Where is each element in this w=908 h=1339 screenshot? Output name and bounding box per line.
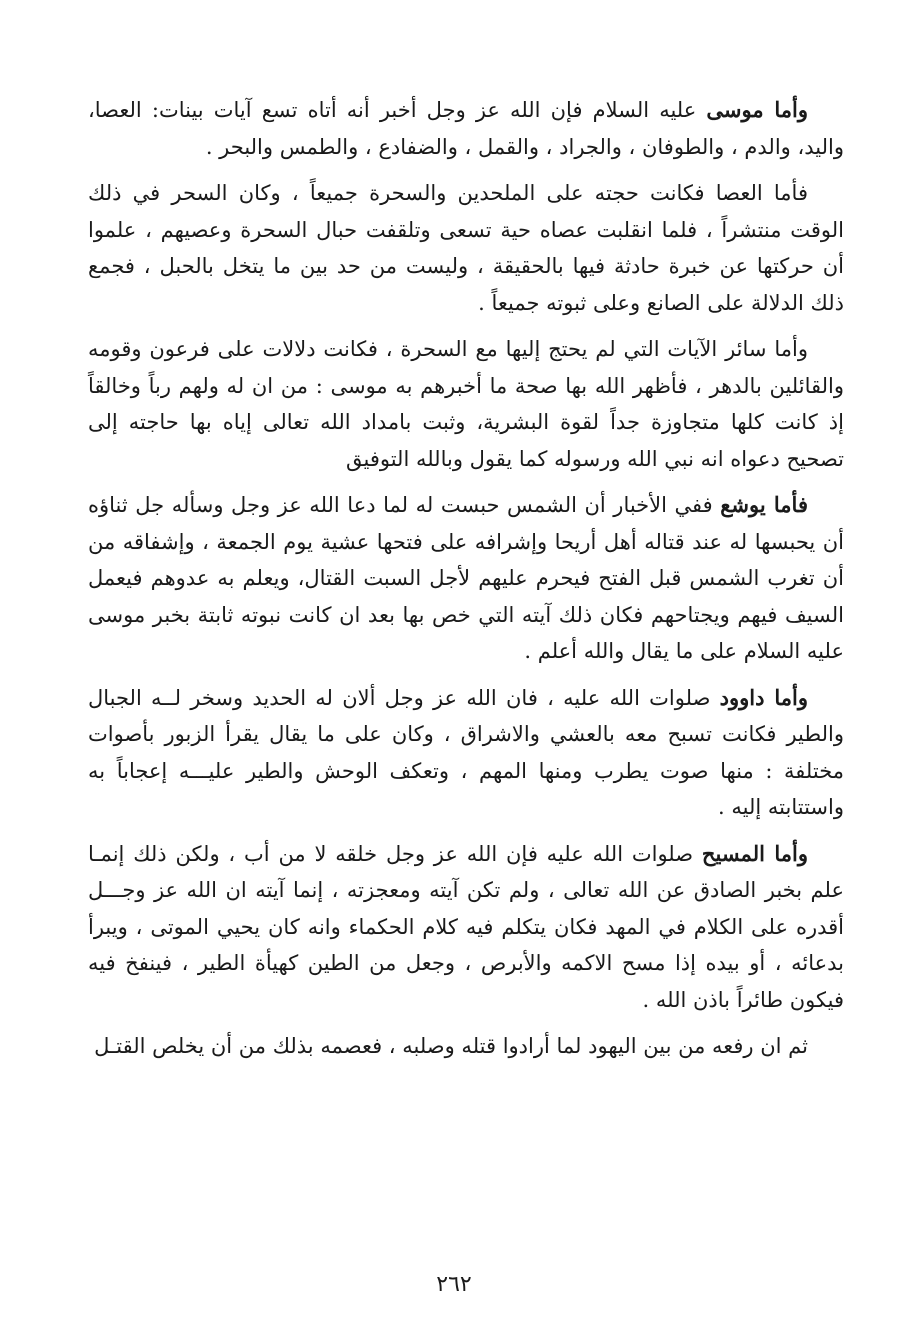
- paragraph-lead: وأما داوود: [719, 684, 808, 710]
- paragraph-text: فأما العصا فكانت حجته على الملحدين والسحرة جميعاً ، وكان السحر في ذلك الوقت منتشراً ، فلما انقلبت عصاه حية تسعى وتلقفت حبال السحرة وعصيهم ، علموا أن حركتها عن خبرة حادثة فيها بالحقيقة ، وليست من حد بين ما يتخل بالحبل ، فجمع ذلك الدلالة على الصانع وعلى ثبوته جميعاً .: [88, 181, 844, 315]
- paragraph-lead: فأما يوشع: [720, 492, 808, 517]
- paragraph-other-signs: [88, 331, 844, 477]
- paragraph-masih: [88, 836, 844, 1019]
- paragraph-lead: وأما المسيح: [701, 840, 809, 866]
- paragraph-musa: [88, 92, 844, 165]
- paragraph-ascension: [88, 1028, 844, 1065]
- paragraph-text: صلوات الله عليه ، فان الله عز وجل ألان له الحديد وسخر لــه الجبال والطير فكانت تسبح معه بالعشي والاشراق ، وكان على ما يقال يقرأ الزبور بأصوات مختلفة : منها صوت يطرب ومنها المهم ، وتعكف الوحش والطير عليـــه إعجاباً به واستتابته إليه .: [88, 685, 844, 819]
- paragraph-dawud: [88, 680, 844, 826]
- paragraph-asa: [88, 175, 844, 321]
- paragraph-lead: وأما موسى: [706, 97, 808, 122]
- paragraph-text: صلوات الله عليه فإن الله عز وجل خلقه لا من أب ، ولكن ذلك إنمـا علم بخبر الصادق عن الله تعالى ، ولم تكن آيته ومعجزته ، إنما آيته ان الله عز وجـــل أقدره على الكلام في المهد فكان يتكلم فيه كلام الحكماء وانه كان يحيي الموتى ، ويبرأ بدعائه ، أو بيده إذا مسح الاكمه والأبرص ، وجعل من الطين كهيأة الطير ، فينفخ فيه فيكون طائراً باذن الله .: [88, 841, 844, 1012]
- paragraph-text: ثم ان رفعه من بين اليهود لما أرادوا قتله وصلبه ، فعصمه بذلك من أن يخلص القتـل: [94, 1034, 808, 1058]
- page-number: ٢٦٢: [436, 1272, 472, 1297]
- paragraph-text: وأما سائر الآيات التي لم يحتج إليها مع السحرة ، فكانت دلالات على فرعون وقومه والقائلين بالدهر ، فأظهر الله بها صحة ما أخبرهم به موسى : من ان له ولهم رباً وخالقاً إذ كانت كلها متجاوزة جداً لقوة البشرية، وثبت بامداد الله تعالى إياه بها حاجته إلى تصحيح دعواه انه نبي الله ورسوله كما يقول وبالله التوفيق: [88, 337, 844, 471]
- page-body: [88, 92, 844, 1272]
- paragraph-yusha: [88, 487, 844, 670]
- paragraph-text: عليه السلام فإن الله عز وجل أخبر أنه أتاه تسع آيات بينات: العصا، واليد، والدم ، والطوفان ، والجراد ، والقمل ، والضفادع ، والطمس والبحر .: [88, 98, 844, 159]
- paragraph-text: ففي الأخبار أن الشمس حبست له لما دعا الله عز وجل وسأله جل ثناؤه أن يحبسها له عند قتاله أهل أريحا وإشرافه على فتحها عشية يوم الجمعة ، وإشفاقه من أن تغرب الشمس قبل الفتح فيحرم عليهم لأجل السبت القتال، ويعلم به عدوهم فيعمل السيف فيهم ويجتاحهم فكان ذلك آيته التي خص بها بعد ان كانت نبوته ثابتة بخبر موسى عليه السلام على ما يقال والله أعلم .: [88, 493, 844, 663]
